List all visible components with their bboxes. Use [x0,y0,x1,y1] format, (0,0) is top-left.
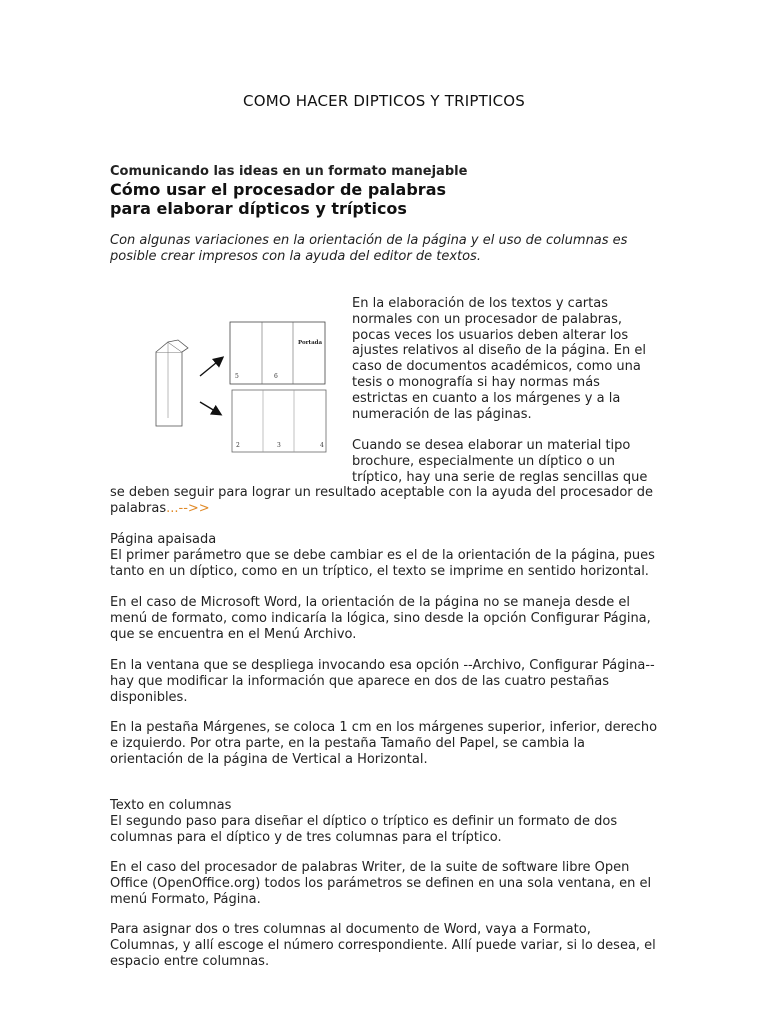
brochure-illustration [148,318,333,458]
text-line: En la pestaña Márgenes, se coloca 1 cm en los márgenes superior, inferior, derecho [110,720,658,735]
text-line: menú de formato, como indicaría la lógica, sino desde la opción Configurar Página, [110,610,651,626]
lede-line: Con algunas variaciones en la orientación de la página y el uso de columnas es [110,233,628,248]
text-line: espacio entre columnas. [110,953,270,969]
read-more-link[interactable]: ...-->> [166,500,210,516]
text-line: El primer parámetro que se debe cambiar es el de la orientación de la página, pues [110,547,655,563]
cover-label: Portada [298,340,323,346]
brochure-paragraph [110,485,670,517]
text-line: tesis o monografía si hay normas más [352,374,600,390]
text-line: caso de documentos académicos, como una [352,359,641,375]
text-line: hay que modificar la información que aparece en dos de las cuatro pestañas [110,673,609,689]
columns-section [110,798,670,845]
text-segment: palabras [110,500,167,516]
page-number: 6 [274,373,278,380]
text-line: disponibles. [110,689,188,705]
text-line: que se encuentra en el Menú Archivo. [110,626,357,642]
text-line: menú Formato, Página. [110,891,261,907]
text-line: tanto en un díptico, como en un tríptico, el texto se imprime en sentido horizontal. [110,563,649,579]
outer-spread [230,322,325,384]
text-line: Columnas, y allí escoge el número correspondiente. Allí puede variar, si lo desea, el [110,937,656,953]
landscape-paragraph [110,658,670,705]
text-line: se deben seguir para lograr un resultado aceptable con la ayuda del procesador de [110,485,654,500]
text-line: En la elaboración de los textos y cartas [352,296,608,311]
text-line: estrictas en cuanto a los márgenes y a la [352,390,621,406]
landscape-section [110,532,670,579]
headline-line: para elaborar dípticos y trípticos [110,199,407,218]
text-line: brochure, especialmente un díptico o un [352,453,615,469]
text-line: columnas para el díptico y de tres columnas para el tríptico. [110,829,502,845]
text-line: El segundo paso para diseñar el díptico o tríptico es definir un formato de dos [110,813,618,829]
text-line: Para asignar dos o tres columnas al documento de Word, vaya a Formato, [110,922,591,937]
landscape-paragraph [110,720,670,767]
text-line: En el caso de Microsoft Word, la orientación de la página no se maneja desde el [110,595,630,610]
page-number: 3 [277,442,281,449]
columns-paragraph [110,922,670,969]
page-number: 2 [236,442,240,449]
text-line: orientación de la página de Vertical a Horizontal. [110,751,428,767]
headline-line: Cómo usar el procesador de palabras [110,180,447,199]
text-line: numeración de las páginas. [352,406,532,422]
document-title: COMO HACER DIPTICOS Y TRIPTICOS [243,92,525,110]
text-line: tríptico, hay una serie de reglas sencillas que [352,469,648,485]
text-line: ajustes relativos al diseño de la página. En el [352,343,646,359]
text-line: Office (OpenOffice.org) todos los parámetros se definen en una sola ventana, en el [110,875,652,891]
text-line: pocas veces los usuarios deben alterar los [352,327,629,343]
folded-brochure-icon [156,340,188,426]
section-heading: Texto en columnas [110,798,232,813]
headline [110,180,446,218]
text-line: normales con un procesador de palabras, [352,311,623,327]
page-number: 4 [320,442,324,449]
arrow-down-icon [200,402,220,414]
kicker: Comunicando las ideas en un formato manejable [110,164,468,179]
columns-paragraph [110,860,670,907]
arrow-up-icon [200,358,222,376]
lede [110,233,670,265]
text-line: e izquierdo. Por otra parte, en la pestaña Tamaño del Papel, se cambia la [110,735,586,751]
landscape-paragraph [110,595,670,642]
section-heading: Página apaisada [110,532,217,547]
text-line: En la ventana que se despliega invocando esa opción --Archivo, Configurar Página-- [110,658,655,673]
intro-paragraph [352,296,672,486]
text-line: En el caso del procesador de palabras Writer, de la suite de software libre Open [110,860,630,875]
lede-line: posible crear impresos con la ayuda del editor de textos. [110,249,481,264]
page-number: 5 [235,373,239,380]
inner-spread [232,390,326,452]
text-line: Cuando se desea elaborar un material tipo [352,438,631,454]
